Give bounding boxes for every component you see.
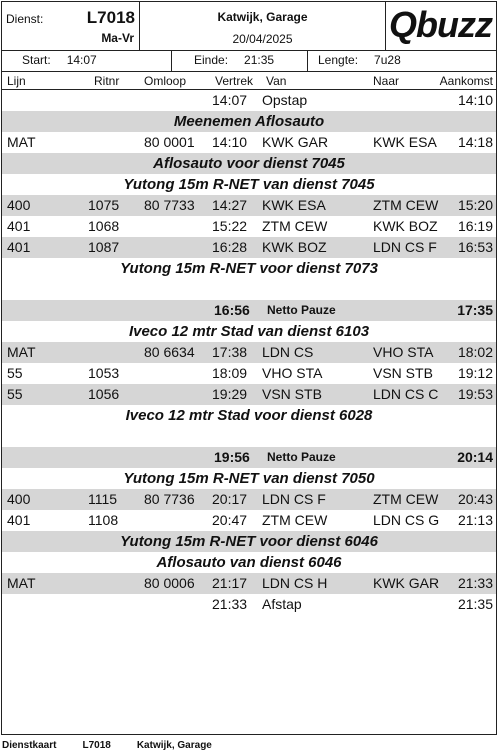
naar-cell: ZTM CEW <box>373 491 439 507</box>
van-cell: Afstap <box>262 596 302 612</box>
section-title: Yutong 15m R-NET van dienst 7050 <box>123 470 375 487</box>
ritnr-cell: 1056 <box>88 386 120 402</box>
section-title-row <box>2 468 496 489</box>
ritnr-cell: 1075 <box>88 197 120 213</box>
omloop-cell: 80 0006 <box>144 575 195 591</box>
vertrek-cell: 15:22 <box>212 218 248 234</box>
van-cell: VHO STA <box>262 365 323 381</box>
date: 20/04/2025 <box>232 32 293 46</box>
trip-row <box>2 384 496 405</box>
duty-info <box>2 50 496 72</box>
dienst-code: L7018 <box>86 8 135 27</box>
omloop-cell: 80 0001 <box>144 134 195 150</box>
vertrek-cell: 19:29 <box>212 386 248 402</box>
vertrek-cell: 18:09 <box>212 365 248 381</box>
van-cell: LDN CS H <box>262 575 328 591</box>
naar-cell: ZTM CEW <box>373 197 439 213</box>
trip-row <box>2 489 496 510</box>
naar-cell: VHO STA <box>373 344 434 360</box>
col-ritnr: Ritnr <box>94 74 120 88</box>
spacer-row <box>2 426 496 447</box>
pause-start: 16:56 <box>214 302 250 318</box>
vertrek-cell: 14:10 <box>212 134 248 150</box>
header <box>2 2 496 51</box>
van-cell: VSN STB <box>262 386 322 402</box>
van-cell: KWK ESA <box>262 197 326 213</box>
naar-cell: LDN CS F <box>373 239 437 255</box>
omloop-cell: 80 7733 <box>144 197 195 213</box>
vertrek-cell: 21:33 <box>212 596 248 612</box>
lijn-cell: 55 <box>7 365 23 381</box>
naar-cell: KWK GAR <box>373 575 440 591</box>
start-cell <box>2 50 172 71</box>
dienst-box <box>2 2 140 50</box>
section-title: Iveco 12 mtr Stad van dienst 6103 <box>128 323 370 340</box>
start-time: 14:07 <box>66 53 97 67</box>
section-title: Meenemen Aflosauto <box>173 113 325 130</box>
lengte-cell <box>308 50 496 71</box>
col-omloop: Omloop <box>144 74 187 88</box>
van-cell: KWK GAR <box>262 134 329 150</box>
aankomst-cell: 19:53 <box>457 386 493 402</box>
pause-label: Netto Pauze <box>267 303 336 317</box>
trip-row <box>2 90 496 111</box>
aankomst-cell: 18:02 <box>457 344 493 360</box>
trip-row <box>2 132 496 153</box>
van-cell: Opstap <box>262 92 308 108</box>
section-title: Aflosauto voor dienst 7045 <box>153 155 345 172</box>
footer-garage: Katwijk, Garage <box>136 740 212 751</box>
section-title: Yutong 15m R-NET van dienst 7045 <box>123 176 375 193</box>
start-label: Start: <box>22 53 51 67</box>
section-title: Iveco 12 mtr Stad voor dienst 6028 <box>125 407 373 424</box>
lijn-cell: 401 <box>7 239 31 255</box>
trip-row <box>2 195 496 216</box>
section-title: Yutong 15m R-NET voor dienst 7073 <box>120 260 378 277</box>
vertrek-cell: 14:27 <box>212 197 248 213</box>
aankomst-cell: 21:35 <box>457 596 493 612</box>
trip-row <box>2 573 496 594</box>
aankomst-cell: 16:53 <box>457 239 493 255</box>
duty-card <box>1 1 497 735</box>
naar-cell: VSN STB <box>373 365 433 381</box>
pause-end: 20:14 <box>457 449 493 465</box>
trip-row <box>2 342 496 363</box>
aankomst-cell: 16:19 <box>457 218 493 234</box>
lijn-cell: 400 <box>7 197 31 213</box>
ritnr-cell: 1108 <box>88 512 119 528</box>
aankomst-cell: 14:10 <box>457 92 493 108</box>
naar-cell: LDN CS C <box>373 386 439 402</box>
naar-cell: KWK BOZ <box>373 218 438 234</box>
section-title-row <box>2 531 496 552</box>
lijn-cell: MAT <box>7 575 36 591</box>
vertrek-cell: 16:28 <box>212 239 248 255</box>
schedule-rows <box>2 90 496 615</box>
einde-cell <box>172 50 308 71</box>
col-aankomst: Aankomst <box>439 74 493 88</box>
van-cell: LDN CS <box>262 344 314 360</box>
aankomst-cell: 21:33 <box>457 575 493 591</box>
einde-time: 21:35 <box>244 53 275 67</box>
lijn-cell: 55 <box>7 386 23 402</box>
ritnr-cell: 1068 <box>88 218 120 234</box>
lijn-cell: MAT <box>7 344 36 360</box>
trip-row <box>2 594 496 615</box>
pause-start: 19:56 <box>214 449 250 465</box>
section-title-row <box>2 552 496 573</box>
pause-end: 17:35 <box>457 302 493 318</box>
footer <box>2 740 238 751</box>
ritnr-cell: 1053 <box>88 365 120 381</box>
pause-row <box>2 447 496 468</box>
footer-label: Dienstkaart <box>2 740 57 751</box>
section-title-row <box>2 153 496 174</box>
column-headers <box>2 72 496 90</box>
aankomst-cell: 19:12 <box>457 365 493 381</box>
spacer-row <box>2 279 496 300</box>
omloop-cell: 80 6634 <box>144 344 195 360</box>
vertrek-cell: 21:17 <box>212 575 248 591</box>
pause-label: Netto Pauze <box>267 450 336 464</box>
vertrek-cell: 17:38 <box>212 344 248 360</box>
qbuzz-logo: Qbuzz <box>389 4 492 45</box>
van-cell: ZTM CEW <box>262 218 328 234</box>
footer-code: L7018 <box>82 740 111 751</box>
lijn-cell: 400 <box>7 491 31 507</box>
naar-cell: LDN CS G <box>373 512 440 528</box>
lijn-cell: MAT <box>7 134 36 150</box>
aankomst-cell: 21:13 <box>457 512 493 528</box>
aankomst-cell: 14:18 <box>457 134 493 150</box>
garage-date-box <box>140 2 386 50</box>
dienst-label: Dienst: <box>6 12 44 26</box>
aankomst-cell: 15:20 <box>457 197 493 213</box>
vertrek-cell: 14:07 <box>212 92 248 108</box>
col-vertrek: Vertrek <box>215 74 254 88</box>
van-cell: KWK BOZ <box>262 239 327 255</box>
section-title-row <box>2 258 496 279</box>
ritnr-cell: 1087 <box>88 239 120 255</box>
trip-row <box>2 510 496 531</box>
lengte-value: 7u28 <box>374 53 401 67</box>
aankomst-cell: 20:43 <box>457 491 493 507</box>
trip-row <box>2 363 496 384</box>
vertrek-cell: 20:17 <box>212 491 248 507</box>
lengte-label: Lengte: <box>318 53 359 67</box>
col-lijn: Lijn <box>7 74 26 88</box>
dagen: Ma-Vr <box>101 31 134 45</box>
naar-cell: KWK ESA <box>373 134 437 150</box>
vertrek-cell: 20:47 <box>212 512 248 528</box>
section-title: Aflosauto van dienst 6046 <box>156 554 342 571</box>
trip-row <box>2 237 496 258</box>
section-title-row <box>2 321 496 342</box>
omloop-cell: 80 7736 <box>144 491 195 507</box>
van-cell: LDN CS F <box>262 491 326 507</box>
col-van: Van <box>266 74 287 88</box>
logo-box <box>386 2 496 50</box>
col-naar: Naar <box>373 74 400 88</box>
section-title: Yutong 15m R-NET voor dienst 6046 <box>120 533 378 550</box>
lijn-cell: 401 <box>7 512 31 528</box>
section-title-row <box>2 111 496 132</box>
pause-row <box>2 300 496 321</box>
van-cell: ZTM CEW <box>262 512 328 528</box>
lijn-cell: 401 <box>7 218 31 234</box>
einde-label: Einde: <box>194 53 229 67</box>
section-title-row <box>2 405 496 426</box>
trip-row <box>2 216 496 237</box>
section-title-row <box>2 174 496 195</box>
garage-name: Katwijk, Garage <box>217 10 308 24</box>
ritnr-cell: 1115 <box>88 491 118 507</box>
